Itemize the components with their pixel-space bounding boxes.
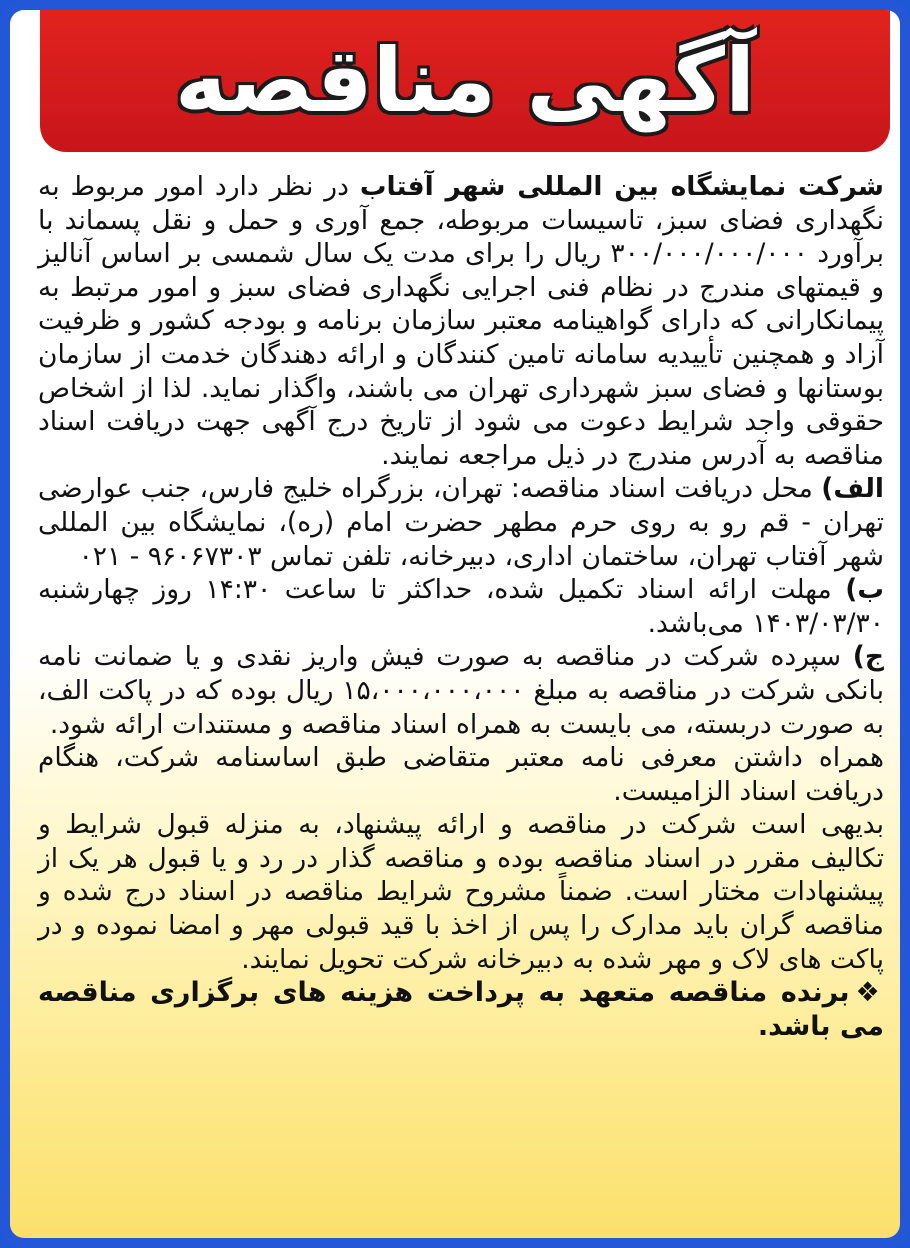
diamond-bullet-icon: ❖ [855, 977, 884, 1009]
company-name: شرکت نمایشگاه بین المللی شهر آفتاب [359, 171, 884, 202]
intro-paragraph [38, 170, 884, 472]
item-jim [38, 640, 884, 741]
footer-text: برنده مناقصه متعهد به پرداخت هزینه های برگزاری مناقصه می باشد. [38, 977, 884, 1042]
title-banner [40, 10, 890, 152]
footer-note [38, 976, 884, 1043]
intro-text: در نظر دارد امور مربوط به نگهداری فضای سبز، تاسیسات مربوطه، جمع آوری و حمل و نقل پسماند با برآورد ۳۰۰/۰۰۰/۰۰۰/۰۰۰ ریال را برای مدت یک سال شمسی بر اساس آنالیز و قیمتهای مندرج در نظام فنی اجرایی نگهداری فضای سبز و امور مرتبط به پیمانکارانی که دارای گواهینامه معتبر سازمان برنامه و بودجه کشور و ظرفیت آزاد و همچنین تأییدیه سامانه تامین کنندگان و ارائه دهندگان خدمت از سازمان بوستانها و فضای سبز شهرداری تهران می باشند، واگذار نماید. لذا از اشخاص حقوقی واجد شرایط دعوت می شود از تاریخ درج آگهی جهت دریافت اسناد مناقصه به آدرس مندرج در ذیل مراجعه نمایند. [38, 171, 884, 471]
item-label: ج) [852, 641, 884, 673]
page-title: آگهی مناقصه [174, 29, 756, 132]
item-label: ب) [845, 574, 884, 606]
item-alef [38, 472, 884, 573]
conditions-paragraph: بدیهی است شرکت در مناقصه و ارائه پیشنهاد، به منزله قبول شرایط و تکالیف مقرر در اسناد مناقصه بوده و مناقصه گذار در رد و یا قبول هر یک از پیشنهادات مختار است. ضمناً مشروح شرایط مناقصه در اسناد درج شده و مناقصه گران باید مدارک را پس از اخذ با قید قبولی مهر و امضا نموده و در پاکت های لاک و مهر شده به دبیرخانه شرکت تحویل نمایند. [38, 809, 884, 975]
notice-paper [10, 10, 900, 1238]
requirement-paragraph: همراه داشتن معرفی نامه معتبر متقاضی طبق اساسنامه شرکت، هنگام دریافت اسناد الزامیست. [38, 742, 884, 807]
item-label: الف) [821, 473, 884, 505]
item-text: سپرده شرکت در مناقصه به صورت فیش واریز نقدی و یا ضمانت نامه بانکی شرکت در مناقصه به مبلغ ۱۵،۰۰۰،۰۰۰،۰۰۰ ریال بوده که در پاکت الف، به صورت دربسته، می بایست به همراه اسناد مناقصه و مستندات ارائه شود. [38, 641, 884, 740]
item-text: مهلت ارائه اسناد تکمیل شده، حداکثر تا ساعت ۱۴:۳۰ روز چهارشنبه ۱۴۰۳/۰۳/۳۰ می‌باشد. [38, 574, 884, 639]
item-text: محل دریافت اسناد مناقصه: تهران، بزرگراه خلیج فارس، جنب عوارضی تهران - قم رو به روی حرم مطهر حضرت امام (ره)، نمایشگاه بین المللی شهر آفتاب تهران، ساختمان اداری، دبیرخانه، تلفن تماس ۹۶۰۶۷۳۰۳ - ۰۲۱ [38, 473, 884, 572]
item-be [38, 573, 884, 640]
notice-body [38, 170, 884, 1043]
